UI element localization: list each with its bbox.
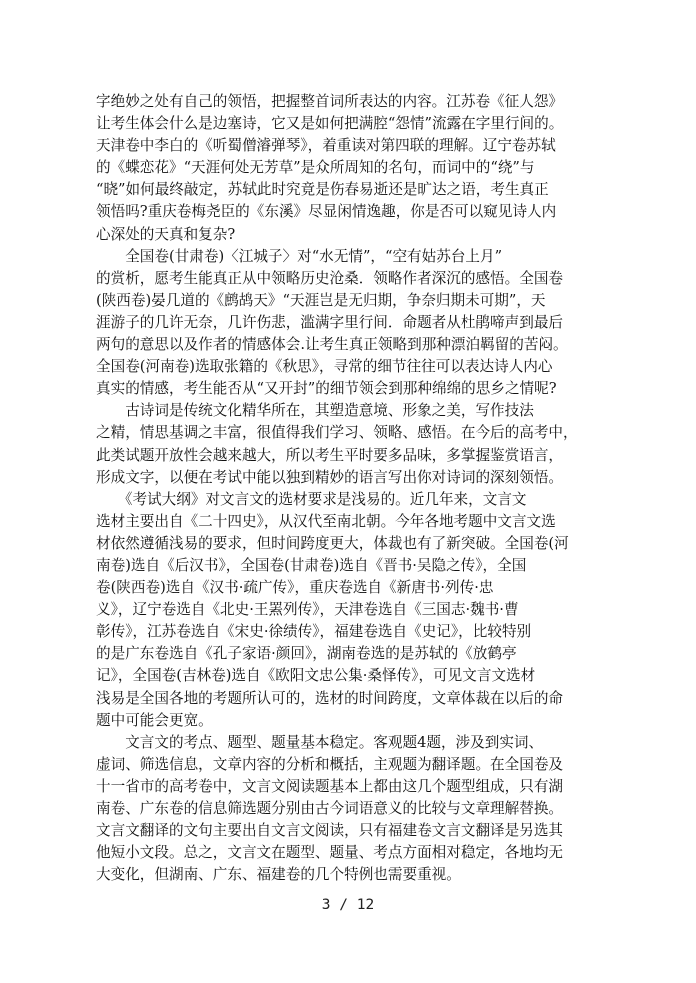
page-body-text: [96, 91, 601, 886]
text-line: 十一省市的高考卷中，文言文阅读题基本上都由这几个题型组成，只有湖: [96, 777, 564, 795]
text-line: 此类试题开放性会越来越大，所以考生平时要多品味，多掌握鉴赏语言，: [96, 446, 564, 464]
text-line: 卷(陕西卷)选自《汉书·疏广传》，重庆卷选自《新唐书·列传·忠: [96, 579, 494, 597]
text-line: 《考试大纲》对文言文的选材要求是浅易的。近几年来，文言文: [96, 490, 527, 508]
text-line: 虚词、筛选信息，文章内容的分析和概括，主观题为翻译题。在全国卷及: [96, 755, 564, 773]
text-line: 南卷、广东卷的信息筛选题分别由古今词语意义的比较与文章理解替换。: [96, 800, 564, 817]
text-line: 领悟吗?重庆卷梅尧臣的《东溪》尽显闲情逸趣，你是否可以窥见诗人内: [96, 203, 557, 221]
text-line: 大变化，但湖南、广东、福建卷的几个特例也需要重视。: [96, 866, 461, 884]
page-number: 3 / 12: [321, 897, 375, 913]
text-line: 字绝妙之处有自己的领悟，把握整首词所表达的内容。江苏卷《征人怨》: [96, 93, 564, 110]
text-line: 全国卷(甘肃卷)〈江城子〉对“水无情”，“空有姑苏台上月”: [96, 247, 503, 265]
text-line: 涯游子的几许无奈，几许伤悲，滥满字里行间．命题者从杜鹃啼声到最后: [96, 313, 564, 331]
text-line: 全国卷(河南卷)选取张籍的《秋思》，寻常的细节往往可以表达诗人内心: [96, 358, 553, 376]
text-line: 彰传》，江苏卷选自《宋史·徐绩传》，福建卷选自《史记》，比较特别: [96, 623, 532, 641]
text-line: 形成文字，以便在考试中能以独到精妙的语言写出你对诗词的深刻领悟。: [96, 468, 564, 486]
text-line: 南卷)选自《后汉书》，全国卷(甘肃卷)选自《晋书·吴隐之传》，全国: [96, 556, 527, 574]
text-line: 古诗词是传统文化精华所在，其塑造意境、形象之美，写作技法: [96, 402, 534, 420]
text-line: 的《蝶恋花》“天涯何处无芳草”是众所周知的名句，而词中的“绕”与: [96, 159, 535, 177]
text-line: 天津卷中李白的《听蜀僧濬弹琴》，着重读对第四联的理解。辽宁卷苏轼: [96, 137, 556, 155]
text-line: 的赏析，愿考生能真正从中领略历史沧桑．领略作者深沉的感悟。全国卷: [96, 269, 564, 287]
text-line: 选材主要出自《二十四史》，从汉代至南北朝。今年各地考题中文言文选: [96, 512, 556, 530]
text-line: 浅易是全国各地的考题所认可的，选材的时间跨度，文章体裁在以后的命: [96, 689, 564, 707]
text-line: 两句的意思以及作者的情感体会.让考生真正领略到那种漂泊羁留的苦闷。: [96, 336, 568, 354]
text-line: (陕西卷)晏几道的《鹧鸪天》“天涯岂是无归期，争奈归期未可期”，天: [96, 291, 546, 309]
text-line: 记》，全国卷(吉林卷)选自《欧阳文忠公集·桑怿传》，可见文言文选材: [96, 667, 536, 685]
text-line: 让考生体会什么是边塞诗，它又是如何把满腔“怨情”流露在字里行间的。: [96, 115, 564, 133]
text-line: “晓”如何最终敲定，苏轼此时究竟是伤春易逝还是旷达之语，考生真正: [96, 181, 549, 199]
text-line: 之精，情思基调之丰富，很值得我们学习、领略、感悟。在今后的高考中，: [96, 424, 578, 442]
text-line: 的是广东卷选自《孔子家语·颜回》，湖南卷选的是苏轼的《放鹤亭: [96, 645, 517, 663]
text-line: 心深处的天真和复杂?: [96, 225, 236, 243]
text-line: 真实的情感，考生能否从“又开封”的细节领会到那种绵绵的思乡之情呢?: [96, 380, 557, 398]
text-line: 文言文的考点、题型、题量基本稳定。客观题4题，涉及到实词、: [96, 733, 544, 751]
text-line: 题中可能会更宽。: [96, 711, 213, 729]
text-line: 义》，辽宁卷选自《北史·王罴列传》，天津卷选自《三国志·魏书·曹: [96, 601, 519, 619]
text-line: 材依然遵循浅易的要求，但时间跨度更大，体裁也有了新突破。全国卷(河: [96, 534, 569, 552]
text-line: 他短小文段。总之，文言文在题型、题量、考点方面相对稳定，各地均无: [96, 844, 564, 862]
text-line: 文言文翻译的文句主要出自文言文阅读，只有福建卷文言文翻译是另选其: [96, 822, 564, 840]
